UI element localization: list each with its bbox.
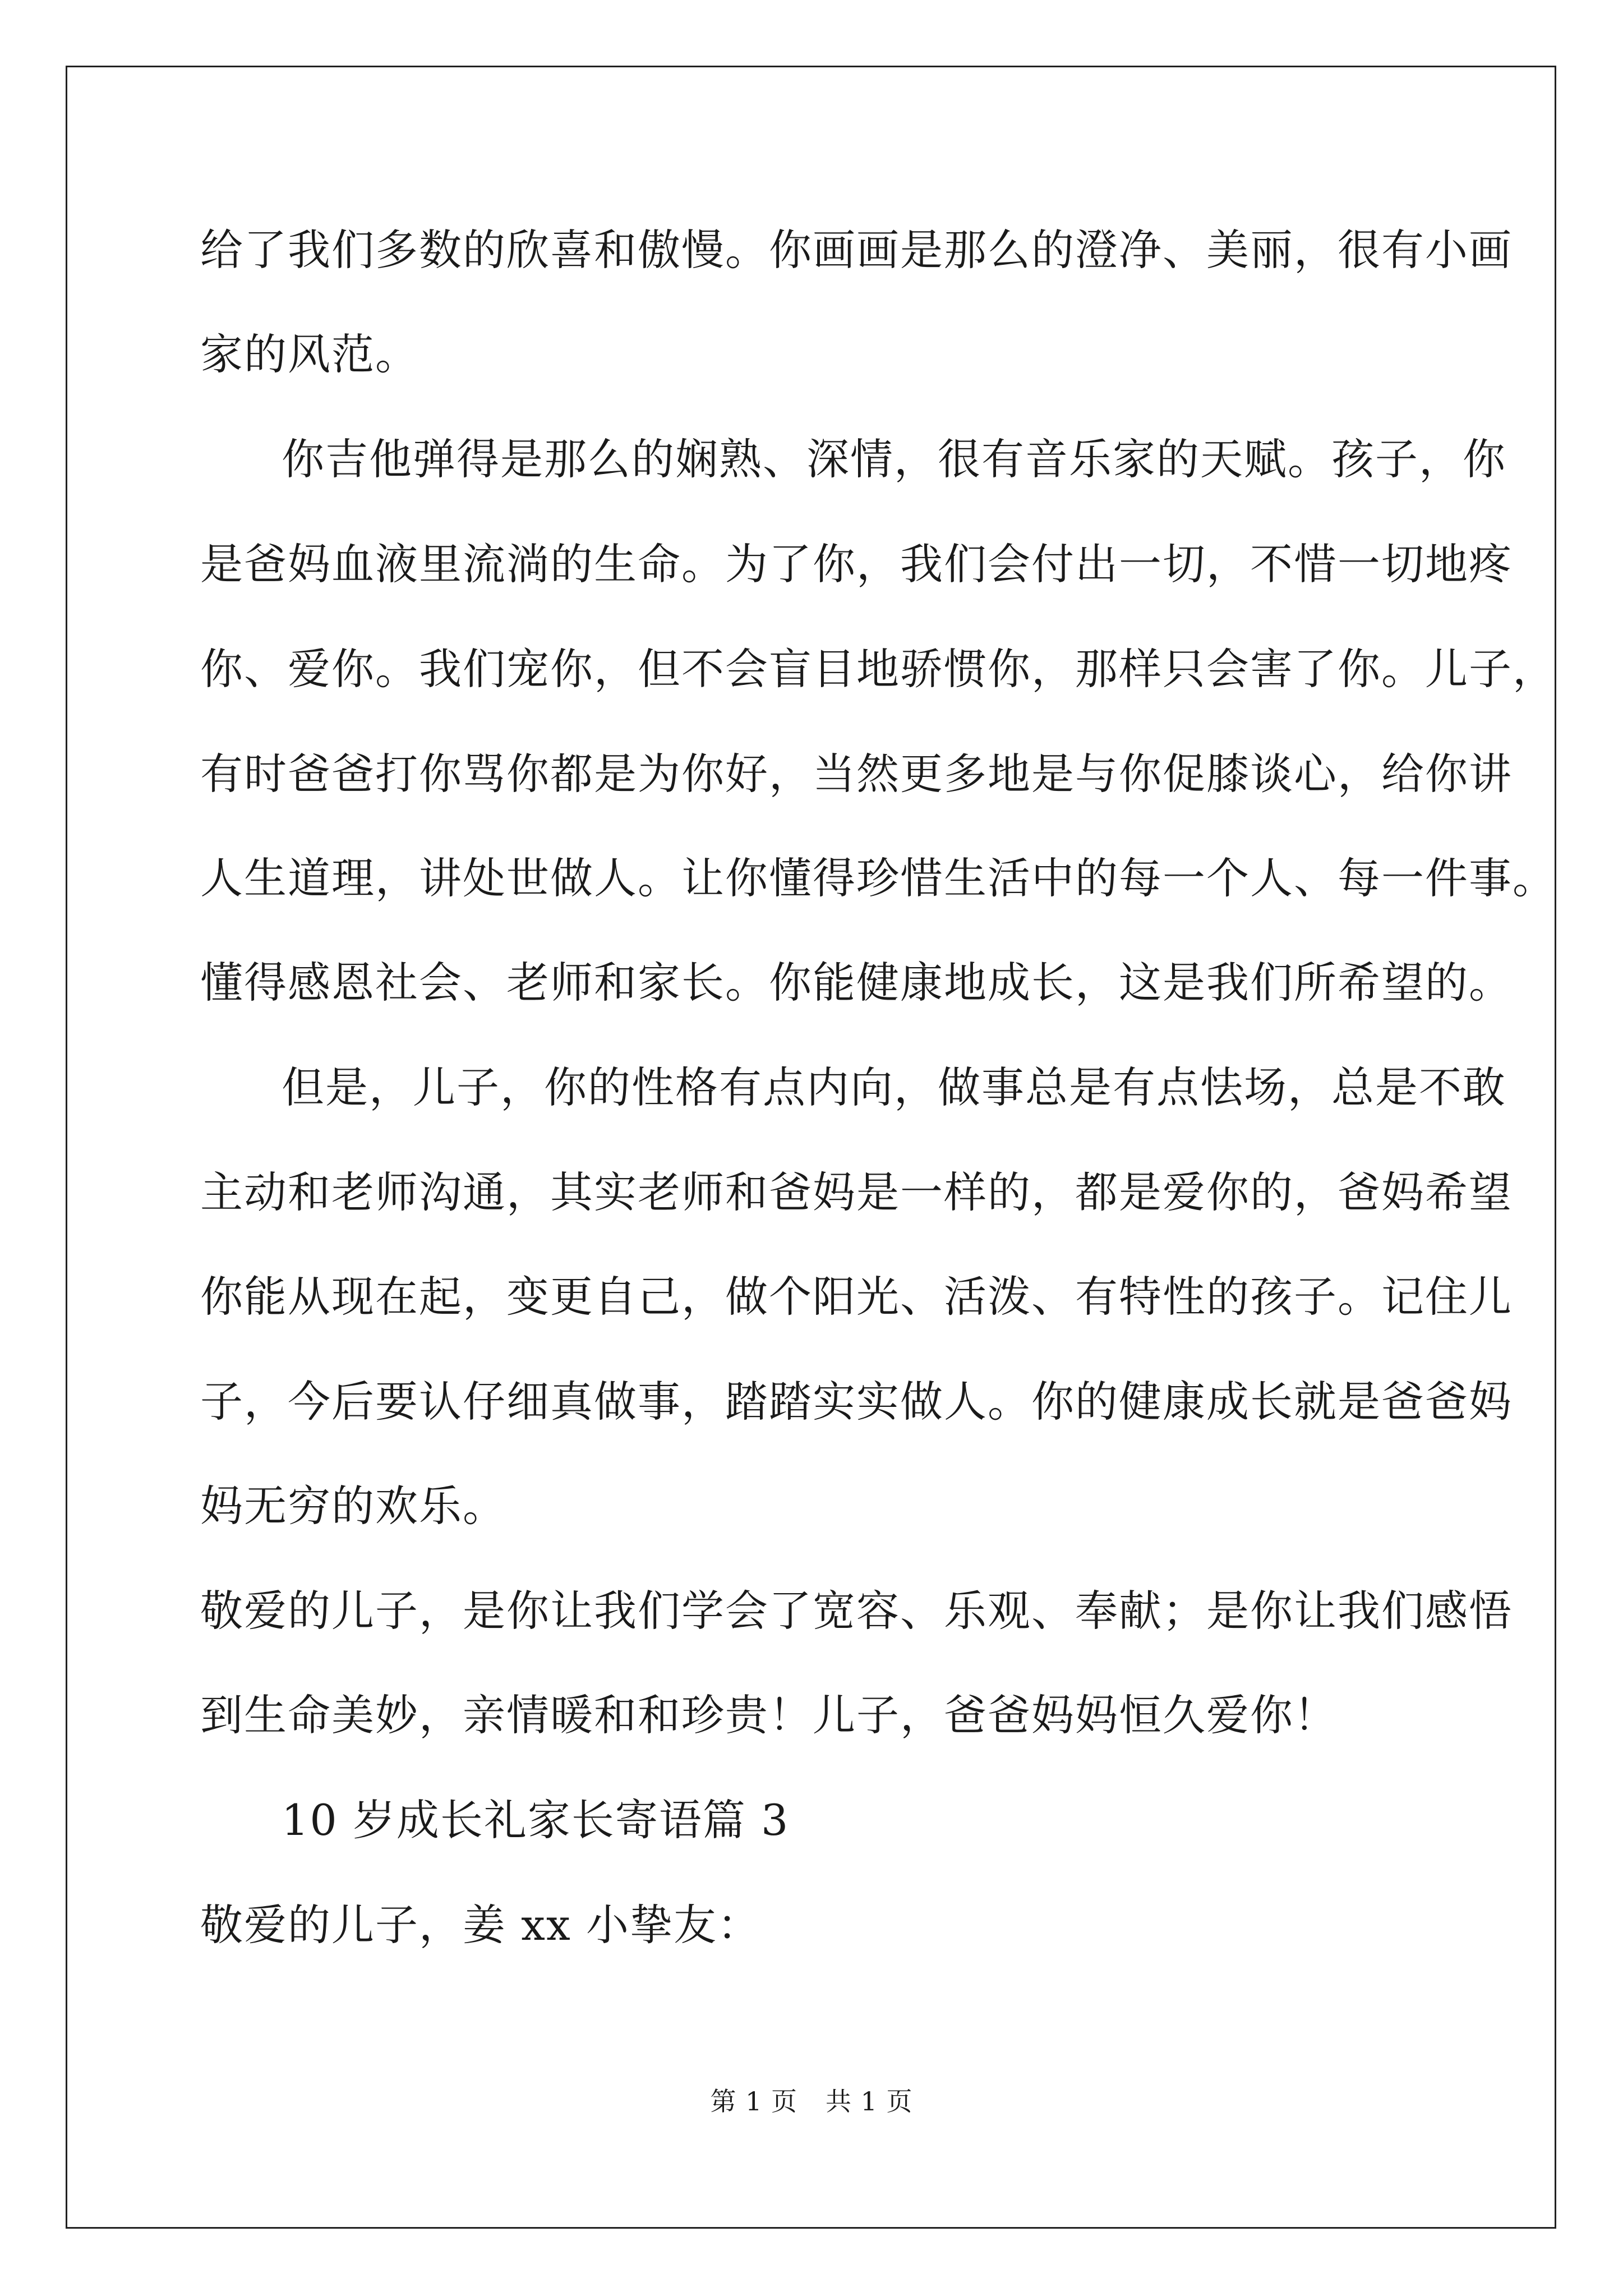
page-footer bbox=[0, 2085, 1623, 2118]
text-line: 你能从现在起，变更自己，做个阳光、活泼、有特性的孩子。记住儿 bbox=[200, 1272, 1513, 1322]
text-line: 子，今后要认仔细真做事，踏踏实实做人。你的健康成长就是爸爸妈 bbox=[200, 1377, 1513, 1427]
text-line: 到生命美妙，亲情暖和和珍贵！儿子，爸爸妈妈恒久爱你！ bbox=[200, 1690, 1338, 1740]
text-line: 是爸妈血液里流淌的生命。为了你，我们会付出一切，不惜一切地疼 bbox=[200, 539, 1513, 589]
text-line: 你、爱你。我们宠你，但不会盲目地骄惯你，那样只会害了你。儿子， bbox=[200, 644, 1556, 694]
text-line: 你吉他弹得是那么的娴熟、深情，很有音乐家的天赋。孩子，你 bbox=[282, 434, 1506, 484]
text-line: 主动和老师沟通，其实老师和爸妈是一样的，都是爱你的，爸妈希望 bbox=[200, 1167, 1513, 1217]
text-line: 人生道理，讲处世做人。让你懂得珍惜生活中的每一个人、每一件事。 bbox=[200, 853, 1556, 903]
page-total: 共 1 页 bbox=[826, 2086, 913, 2116]
text-line: 妈无穷的欢乐。 bbox=[200, 1481, 506, 1531]
text-line: 敬爱的儿子，是你让我们学会了宽容、乐观、奉献；是你让我们感悟 bbox=[200, 1586, 1513, 1636]
salutation: 敬爱的儿子，姜 xx 小挚友： bbox=[200, 1900, 762, 1950]
text-line: 懂得感恩社会、老师和家长。你能健康地成长，这是我们所希望的。 bbox=[200, 958, 1513, 1007]
section-heading: 10 岁成长礼家长寄语篇 3 bbox=[282, 1795, 790, 1845]
text-line: 家的风范。 bbox=[200, 329, 419, 379]
text-line: 给了我们多数的欣喜和傲慢。你画画是那么的澄净、美丽，很有小画 bbox=[200, 225, 1513, 275]
page-number: 第 1 页 bbox=[710, 2086, 797, 2116]
text-line: 但是，儿子，你的性格有点内向，做事总是有点怯场，总是不敢 bbox=[282, 1062, 1506, 1112]
text-line: 有时爸爸打你骂你都是为你好，当然更多地是与你促膝谈心，给你讲 bbox=[200, 749, 1513, 799]
